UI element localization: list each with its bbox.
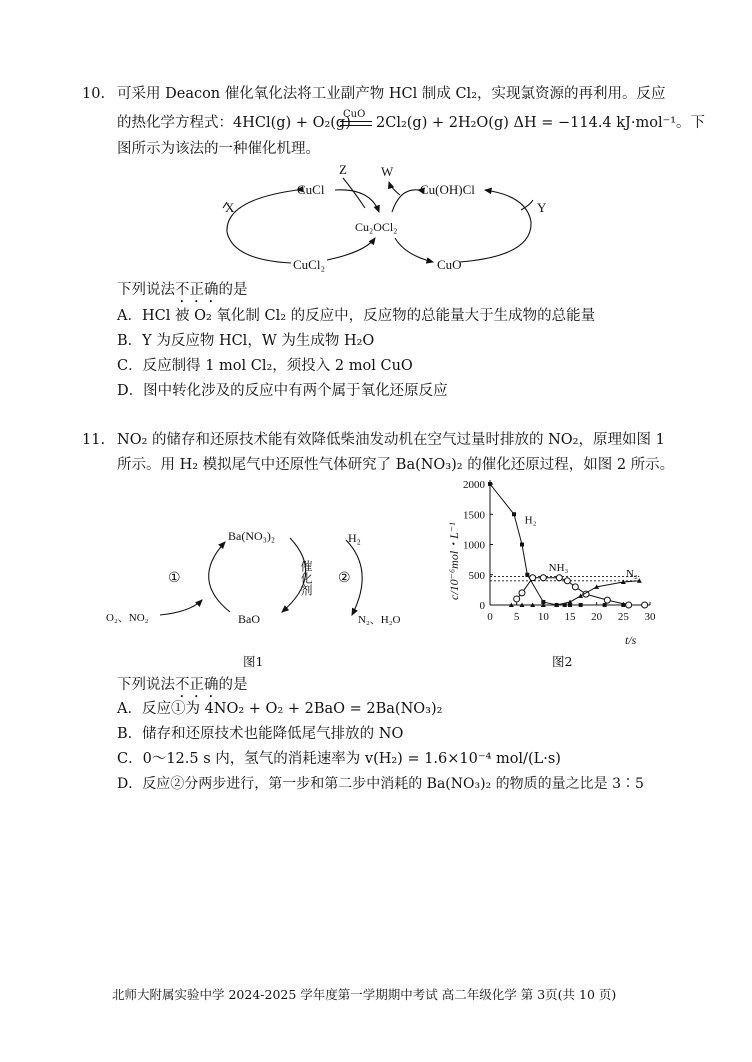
output-gases-label: N₂、H₂O: [358, 614, 401, 626]
page-footer: 北师大附属实验中学 2024-2025 学年度第一学期期中考试 高二年级化学 第 3页(共 10 页): [112, 987, 617, 1002]
cucl-label: CuCl: [297, 182, 325, 197]
q10-catalyst-label: CuO: [343, 109, 366, 120]
chart-point-square: [520, 543, 524, 547]
q11-prompt: [117, 676, 248, 701]
chart-x-tick-label: 30: [644, 611, 656, 623]
q10-line2-pre: 的热化学方程式：4HCl(g) + O₂(g): [117, 115, 351, 131]
chart-point-circle: [572, 584, 578, 590]
q10-option-a: A．HCl 被 O₂ 氧化制 Cl₂ 的反应中，反应物的总能量大于生成物的总能量: [117, 308, 596, 324]
w-label: W: [381, 164, 394, 179]
chart-x-tick-label: 20: [591, 611, 603, 623]
chart-point-circle: [540, 575, 546, 581]
chart-point-circle: [564, 578, 570, 584]
chart-point-triangle: [578, 593, 583, 598]
chart-point-circle: [604, 597, 610, 603]
q10-line3: 图所示为该法的一种催化机理。: [117, 141, 320, 157]
h2-label: H₂: [348, 531, 361, 545]
input-gases-label: O₂、NO₂: [106, 612, 149, 624]
bano3-label: Ba(NO₃)₂: [228, 529, 276, 543]
step-2-marker: ②: [338, 571, 351, 586]
q10-option-c: C．反应制得 1 mol Cl₂，须投入 2 mol CuO: [117, 358, 413, 374]
q11-prompt-pre: 下列说法: [117, 677, 175, 693]
catalysis-cycle-diagram: [215, 160, 555, 275]
q10-line2-post: 2Cl₂(g) + 2H₂O(g) ΔH = −114.4 kJ·mol⁻¹。下: [376, 115, 706, 131]
bao-label: BaO: [238, 612, 260, 626]
cucl2-label: CuCl₂: [293, 257, 325, 272]
chart-y-tick-label: 500: [468, 569, 485, 582]
q11-option-c: C．0～12.5 s 内，氢气的消耗速率为 v(H₂) = 1.6×10⁻⁴ mol/(L·s): [117, 751, 561, 767]
q11-line2: 所示。用 H₂ 模拟尾气中还原性气体研究了 Ba(NO₃)₂ 的催化还原过程，如图 2 所示。: [117, 457, 675, 473]
q10-prompt: [117, 281, 248, 306]
chart-y-tick-label: 1000: [463, 539, 485, 552]
q11-line1: NO₂ 的储存和还原技术能有效降低柴油发动机在空气过量时排放的 NO₂，原理如图 1: [117, 432, 665, 448]
chart-point-circle: [556, 575, 562, 581]
chart-point-square: [488, 482, 492, 486]
q11-prompt-post: 的是: [218, 677, 248, 693]
figure-1-diagram: [100, 520, 430, 670]
q10-line1: 可采用 Deacon 催化氧化法将工业副产物 HCl 制成 Cl₂，实现氯资源的再利用。反应: [117, 86, 666, 102]
q10-option-b: B．Y 为反应物 HCl，W 为生成物 H₂O: [117, 333, 375, 349]
q10-number: 10.: [82, 86, 106, 102]
cu2ocl2-label: Cu₂OCl₂: [355, 220, 398, 234]
chart-point-square: [512, 512, 516, 516]
catalyst-label: 催化剂: [299, 560, 313, 596]
chart-point-circle: [519, 590, 525, 596]
cuo-label: CuO: [437, 257, 462, 272]
chart-y-axis-label: c/10⁻⁶mol・L⁻¹: [447, 522, 461, 600]
q10-prompt-post: 的是: [218, 282, 248, 298]
chart-y-tick-label: 0: [479, 600, 485, 612]
chart-y-tick-label: 2000: [463, 479, 485, 491]
chart-point-triangle: [568, 599, 573, 604]
q11-option-b: B．储存和还原技术也能降低尾气排放的 NO: [117, 726, 404, 742]
figure-1-caption: 图1: [243, 654, 264, 669]
chart-x-tick-label: 10: [537, 611, 549, 623]
q10-prompt-emph: 不正确: [175, 282, 219, 298]
chart-y-tick-label: 1500: [463, 509, 485, 522]
cuohcl-label: Cu(OH)Cl: [420, 182, 475, 197]
q11-option-a: A．反应①为 4NO₂ + O₂ + 2BaO = 2Ba(NO₃)₂: [117, 701, 443, 717]
chart-point-square: [603, 603, 607, 607]
q11-option-d: D．反应②分两步进行，第一步和第二步中消耗的 Ba(NO₃)₂ 的物质的量之比是 3∶5: [117, 776, 644, 792]
chart-x-tick-label: 15: [564, 611, 576, 623]
chart-point-circle: [642, 602, 648, 608]
y-label: Y: [537, 200, 547, 215]
chart-series-label-n2: N₂: [626, 568, 638, 581]
q11-number: 11.: [82, 432, 106, 448]
equilibrium-sign: [340, 121, 372, 126]
chart-x-axis-label: t/s: [625, 633, 637, 647]
chart-series-label-h2: H₂: [524, 514, 537, 527]
chart-series-line: [490, 484, 623, 605]
chart-point-circle: [514, 596, 520, 602]
chart-point-circle: [530, 575, 536, 581]
chart-point-square: [525, 573, 529, 577]
chart-point-square: [579, 603, 583, 607]
step-1-marker: ①: [168, 571, 181, 586]
z-label: Z: [339, 162, 347, 177]
chart-x-tick-label: 5: [513, 611, 520, 623]
figure-2-chart: [440, 472, 665, 652]
chart-point-circle: [626, 602, 632, 608]
q10-option-d: D．图中转化涉及的反应中有两个属于氧化还原反应: [117, 383, 448, 399]
chart-x-tick-label: 0: [487, 611, 493, 623]
q10-prompt-pre: 下列说法: [117, 282, 175, 298]
chart-series-label-nh3: NH₃: [548, 562, 569, 575]
figure-2-caption: 图2: [552, 654, 573, 669]
q11-prompt-emph: 不正确: [175, 677, 219, 693]
chart-x-tick-label: 25: [617, 611, 629, 623]
x-label: X: [225, 200, 235, 215]
